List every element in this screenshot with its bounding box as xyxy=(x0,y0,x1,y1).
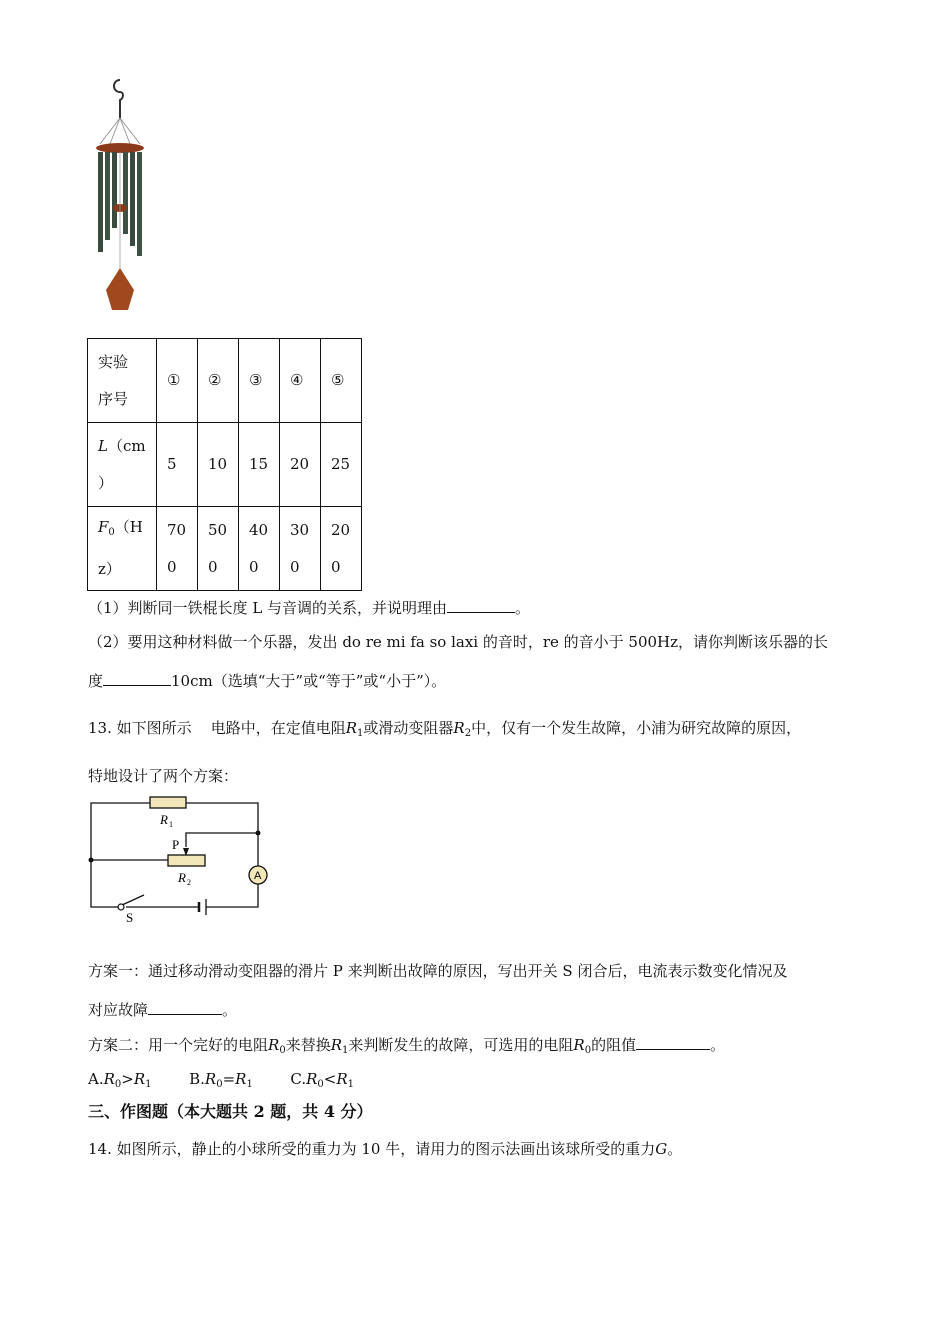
circuit-label-r1: R xyxy=(160,812,168,827)
table-cell: 20 0 xyxy=(321,507,362,591)
table-cell: 5 xyxy=(157,423,198,507)
table-row-label: $F_0(H$ z） xyxy=(88,507,157,591)
wind-chime-image xyxy=(90,78,150,314)
table-header-cell: 实验 序号 xyxy=(88,339,157,423)
table-row xyxy=(88,423,362,507)
table-header-cell: ② xyxy=(198,339,239,423)
table-cell: 70 0 xyxy=(157,507,198,591)
question-13-line-2: 特地设计了两个方案： xyxy=(88,767,239,785)
circuit-label-r2-sub: 2 xyxy=(187,878,191,887)
table-header-cell: ⑤ xyxy=(321,339,362,423)
table-header-cell: ① xyxy=(157,339,198,423)
plan-2: 方案二：用一个完好的电阻$R_0$来替换$R_1$来判断发生的故障，可选用的电阻$R_0$的阻值 。 xyxy=(88,1036,726,1056)
question-2-line-2: 度 10cm（选填“大于”或“等于”或“小于”）。 xyxy=(88,672,447,690)
circuit-label-r2: R xyxy=(178,870,186,885)
table-header-cell: ④ xyxy=(280,339,321,423)
question-13: 13. 如下图所示 电路中，在定值电阻$R_1$或滑动变阻器$R_2$中，仅有一个发生故障，小浦为研究故障的原因， xyxy=(88,719,802,739)
table-header-cell: ③ xyxy=(239,339,280,423)
table-cell: 25 xyxy=(321,423,362,507)
answer-blank xyxy=(103,670,171,686)
table-cell: 30 0 xyxy=(280,507,321,591)
option-a: $A.R_0>R_1$ xyxy=(88,1070,152,1090)
circuit-label-switch: S xyxy=(126,910,134,925)
table-cell: 20 xyxy=(280,423,321,507)
question-14: 14. 如图所示，静止的小球所受的重力为 10 牛，请用力的图示法画出该球所受的重力G。 xyxy=(88,1140,683,1158)
table-cell: 40 0 xyxy=(239,507,280,591)
table-cell: 10 xyxy=(198,423,239,507)
answer-blank xyxy=(636,1034,710,1050)
answer-blank xyxy=(447,597,515,613)
experiment-table xyxy=(87,338,362,591)
ammeter-icon: A xyxy=(254,870,262,882)
option-c: $C.R_0<R_1$ xyxy=(290,1070,355,1090)
answer-blank xyxy=(148,999,222,1015)
circuit-label-p: P xyxy=(172,837,180,852)
table-cell: 15 xyxy=(239,423,280,507)
circuit-label-r1-sub: 1 xyxy=(169,820,173,829)
option-b: $B.R_0=R_1$ xyxy=(189,1070,253,1090)
table-row-label: L（cm ） xyxy=(88,423,157,507)
plan-1-line-1: 方案一：通过移动滑动变阻器的滑片 P 来判断出故障的原因，写出开关 S 闭合后，电流表示数变化情况及 xyxy=(88,962,788,980)
question-1: （1）判断同一铁棍长度 L 与音调的关系，并说明理由 。 xyxy=(88,599,531,617)
circuit-diagram xyxy=(86,796,270,926)
table-row xyxy=(88,339,362,423)
question-2-line-1: （2）要用这种材料做一个乐器，发出 do re mi fa so laxi 的音时，re 的音小于 500Hz，请你判断该乐器的长 xyxy=(88,633,829,651)
table-row xyxy=(88,507,362,591)
options-row xyxy=(88,1069,354,1095)
plan-1-line-2: 对应故障 。 xyxy=(88,1001,238,1019)
section-3-heading: 三、作图题（本大题共 2 题，共 4 分） xyxy=(88,1102,373,1121)
table-cell: 50 0 xyxy=(198,507,239,591)
